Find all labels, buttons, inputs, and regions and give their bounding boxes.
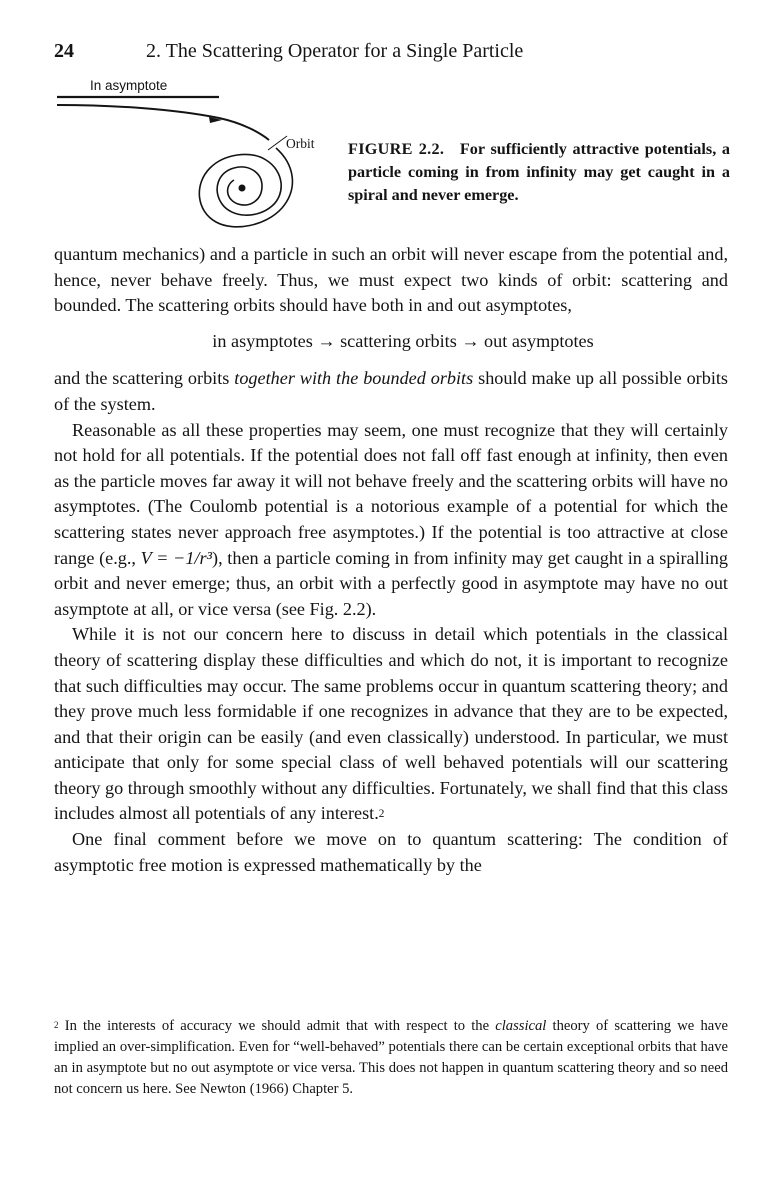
figure-caption-text: For sufficiently attractive potentials, a particle coming in from infinity may get caught in a spiral and never emerge. [348, 140, 731, 204]
footnote-reference: 2 [378, 808, 385, 821]
figure-caption [348, 138, 730, 207]
orbit-label-leader [268, 136, 287, 150]
figure-caption-label: FIGURE 2.2. [348, 140, 445, 158]
spiral-orbit-diagram [54, 76, 354, 236]
paragraph-4 [54, 622, 728, 827]
incoming-orbit-curve [57, 105, 269, 140]
footnote-2 [54, 1016, 728, 1100]
paragraph-2-emphasis: together with the bounded orbits [234, 368, 474, 389]
paragraph-2 [54, 366, 728, 417]
footnote-mark: 2 [54, 1020, 59, 1031]
paragraph-3-text-a: Reasonable as all these properties may seem, one must recognize that they will certainly not hold for all potentials. If the potential does not fall off fast enough at infinity, then even as the particle moves far away it will not behave freely and the scattering orbits will have no asymptotes. (The Coulomb potential is a notorious example of a potential for which the scattering states never approach free asymptotes.) If the potential is too attractive at close range (e.g., [54, 419, 728, 568]
potential-formula: V = −1/r³ [140, 547, 213, 568]
spiral-outer [199, 148, 292, 227]
running-head: 2. The Scattering Operator for a Single Particle [146, 40, 524, 62]
footnote [54, 1016, 728, 1100]
page-number: 24 [54, 40, 74, 62]
footnote-text-b: theory of scattering we have implied an over-simplification. Even for “well-behaved” potentials there can be certain exceptional orbits that have an in asymptote but no out asymptote or vice versa. This does not happen in quantum scattering theory and so need not concern us here. See Newton (1966) Chapter 5. [54, 1018, 728, 1097]
paragraph-2-text-b: should make up all possible orbits of the system. [54, 368, 729, 414]
paragraph-3-text-b: ), then a particle coming in from infinity may get caught in a spiralling orbit and never emerge; thus, an orbit with a perfectly good in asymptote may have no out asymptote at all, or vice versa (see Fig. 2.2). [54, 547, 728, 619]
paragraph-2-text-a: and the scattering orbits [54, 368, 235, 389]
scattering-center-dot [239, 185, 246, 192]
figure-2-2 [54, 76, 734, 236]
paragraph-3 [54, 418, 728, 623]
in-asymptote-label: In asymptote [90, 78, 168, 93]
display-relation: in asymptotes → scattering orbits → out asymptotes [212, 330, 594, 351]
paragraph-4-text: While it is not our concern here to discuss in detail which potentials in the classical theory of scattering display these difficulties and which do not, it is important to recognize that such difficulties may occur. The same problems occur in quantum scattering theory; and they prove much less formidable if one recognizes in advance that they are to be expected, and that their origin can be easily (and even classically) understood. In particular, we must anticipate that only for some special class of well behaved potentials will our scattering theory go through smoothly without any difficulties. Fortunately, we shall find that this class includes almost all potentials of any interest. [54, 624, 728, 824]
footnote-text-a: In the interests of accuracy we should admit that with respect to the [58, 1018, 496, 1034]
footnote-emphasis: classical [495, 1018, 547, 1034]
orbit-label: Orbit [286, 136, 315, 151]
paragraph-1: quantum mechanics) and a particle in such an orbit will never escape from the potential and, hence, never behave freely. Thus, we must expect two kinds of orbit: scattering and bounded. The scattering orbits should have both in and out asymptotes, [54, 244, 728, 316]
body-text [54, 242, 728, 878]
paragraph-5: One final comment before we move on to quantum scattering: The condition of asymptotic free motion is expressed mathematically by the [54, 829, 728, 875]
